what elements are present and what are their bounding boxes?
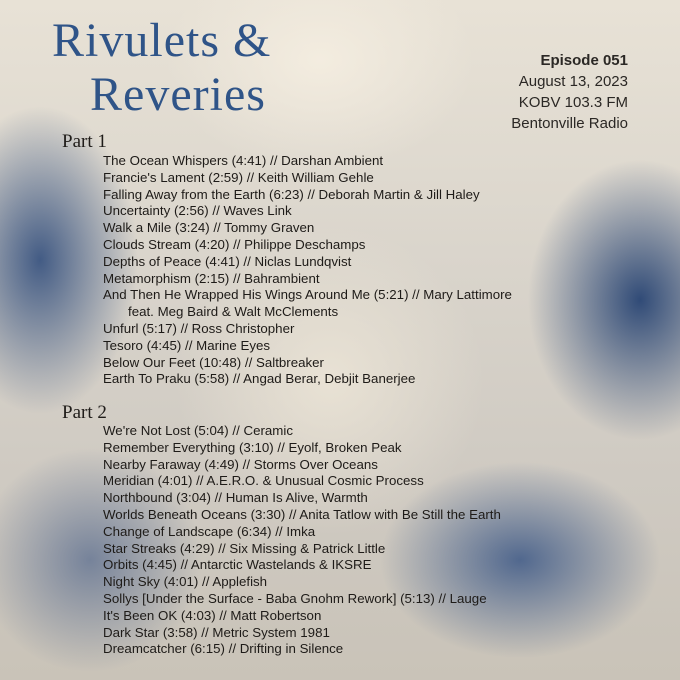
track-item: Northbound (3:04) // Human Is Alive, Warmth — [103, 490, 368, 506]
part2-tracklist — [103, 423, 501, 658]
part1-tracklist — [103, 153, 512, 388]
track-item: Remember Everything (3:10) // Eyolf, Broken Peak — [103, 439, 402, 455]
part1-heading: Part 1 — [62, 131, 107, 152]
track-item: Change of Landscape (6:34) // Imka — [103, 523, 316, 539]
track-item: Clouds Stream (4:20) // Philippe Deschamps — [103, 236, 366, 252]
track-item: Night Sky (4:01) // Applefish — [103, 574, 268, 590]
track-item: Tesoro (4:45) // Marine Eyes — [103, 337, 271, 353]
part2-heading: Part 2 — [62, 402, 107, 423]
track-item: Dreamcatcher (6:15) // Drifting in Silence — [103, 641, 344, 657]
show-title-line2: Reveries — [90, 68, 266, 121]
track-item: It's Been OK (4:03) // Matt Robertson — [103, 607, 322, 623]
track-item: Below Our Feet (10:48) // Saltbreaker — [103, 354, 324, 370]
show-title — [52, 14, 271, 122]
track-item: Walk a Mile (3:24) // Tommy Graven — [103, 220, 315, 236]
track-item: We're Not Lost (5:04) // Ceramic — [103, 423, 293, 438]
track-item: Nearby Faraway (4:49) // Storms Over Oceans — [103, 456, 378, 472]
show-title-line1: Rivulets & — [52, 14, 272, 67]
track-item: Depths of Peace (4:41) // Niclas Lundqvist — [103, 253, 352, 269]
track-item: And Then He Wrapped His Wings Around Me (5:21) // Mary Lattimore — [103, 287, 512, 303]
network-name: Bentonville Radio — [511, 115, 628, 132]
track-item: Falling Away from the Earth (6:23) // Deborah Martin & Jill Haley — [103, 186, 480, 202]
track-item: Worlds Beneath Oceans (3:30) // Anita Tatlow with Be Still the Earth — [103, 506, 501, 522]
episode-date: August 13, 2023 — [518, 73, 628, 90]
track-item: The Ocean Whispers (4:41) // Darshan Ambient — [103, 153, 384, 168]
track-item: Metamorphism (2:15) // Bahrambient — [103, 270, 320, 286]
episode-number: Episode 051 — [540, 52, 628, 69]
track-item: Unfurl (5:17) // Ross Christopher — [103, 320, 295, 336]
station-frequency: KOBV 103.3 FM — [518, 94, 628, 111]
track-item: Dark Star (3:58) // Metric System 1981 — [103, 624, 330, 640]
episode-info — [511, 50, 628, 134]
track-item-continuation: feat. Meg Baird & Walt McClements — [128, 304, 339, 320]
track-item: Earth To Praku (5:58) // Angad Berar, Debjit Banerjee — [103, 371, 416, 387]
track-item: Orbits (4:45) // Antarctic Wastelands & IKSRE — [103, 557, 372, 573]
track-item: Star Streaks (4:29) // Six Missing & Patrick Little — [103, 540, 386, 556]
track-item: Francie's Lament (2:59) // Keith William Gehle — [103, 169, 374, 185]
track-item: Meridian (4:01) // A.E.R.O. & Unusual Cosmic Process — [103, 473, 424, 489]
track-item: Uncertainty (2:56) // Waves Link — [103, 203, 292, 219]
track-item: Sollys [Under the Surface - Baba Gnohm Rework] (5:13) // Lauge — [103, 590, 487, 606]
